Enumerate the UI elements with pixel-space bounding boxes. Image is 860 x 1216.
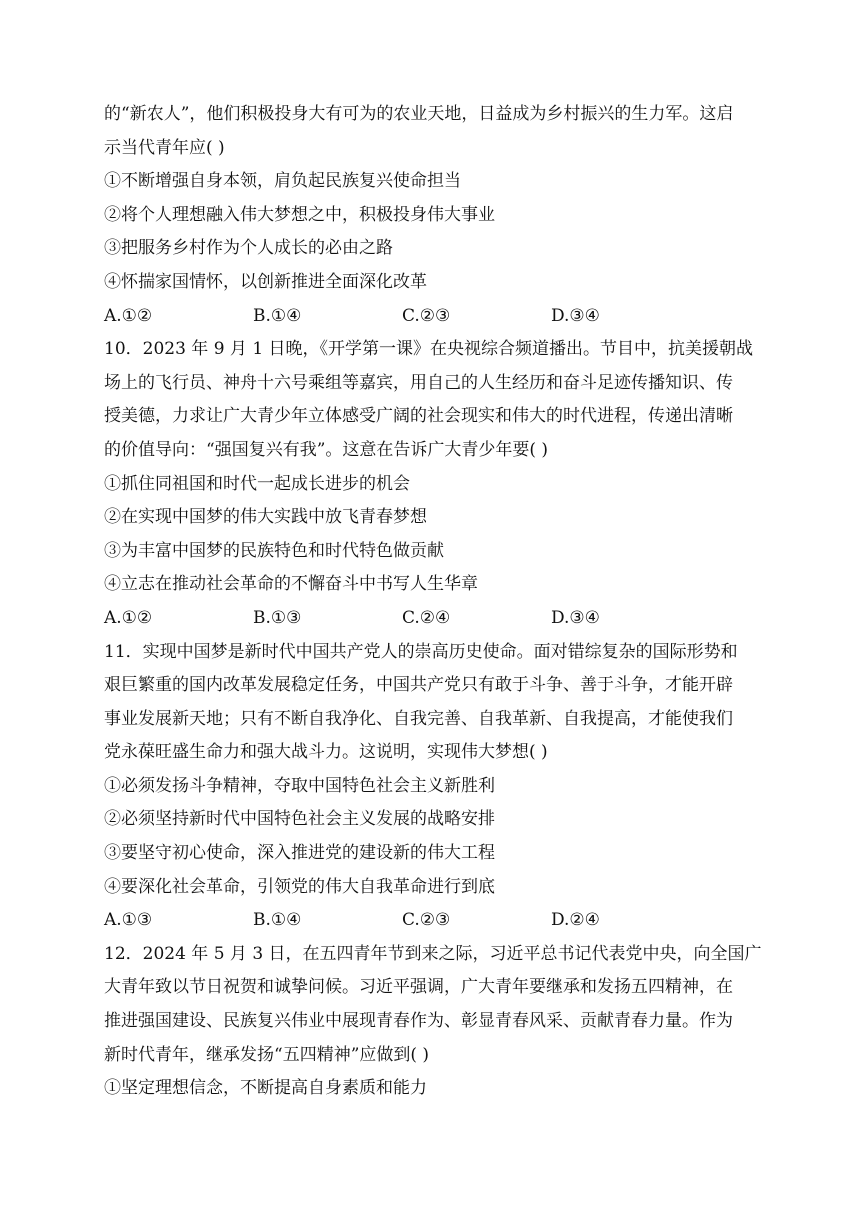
text-line: 的“新农人”，他们积极投身大有可为的农业天地，日益成为乡村振兴的生力军。这启 [104, 104, 734, 124]
option-c: C.②③ [402, 910, 451, 931]
question-stem-line: 场上的飞行员、神舟十六号乘组等嘉宾，用自己的人生经历和奋斗足迹传播知识、传 [104, 372, 733, 393]
option-b: B.①④ [253, 305, 302, 326]
question-stem-line: 大青年致以节日祝贺和诚挚问候。习近平强调，广大青年要继承和发扬五四精神，在 [104, 977, 733, 998]
statement-3: ③为丰富中国梦的民族特色和时代特色做贡献 [104, 540, 444, 561]
question-stem-line: 事业发展新天地；只有不断自我净化、自我完善、自我革新、自我提高，才能使我们 [104, 708, 733, 729]
option-a: A.①② [104, 607, 153, 628]
question-stem-line: 艰巨繁重的国内改革发展稳定任务，中国共产党只有敢于斗争、善于斗争，才能开辟 [104, 675, 733, 696]
option-a: A.①② [104, 305, 153, 326]
question-stem-line: 12．2024 年 5 月 3 日，在五四青年节到来之际，习近平总书记代表党中央，向全国广 [104, 943, 762, 964]
question-12 [104, 938, 764, 1106]
question-stem-line: 党永葆旺盛生命力和强大战斗力。这说明，实现伟大梦想( ) [104, 742, 548, 763]
statement-2: ②必须坚持新时代中国特色社会主义发展的战略安排 [104, 809, 495, 830]
statement-1: ①抓住同祖国和时代一起成长进步的机会 [104, 473, 410, 494]
question-stem-line: 11．实现中国梦是新时代中国共产党人的崇高历史使命。面对错综复杂的国际形势和 [104, 641, 738, 662]
option-d: D.③④ [551, 607, 600, 628]
option-d: D.③④ [551, 305, 600, 326]
exam-page [104, 98, 764, 1106]
question-10 [104, 333, 764, 635]
question-stem-line: 新时代青年，继承发扬“五四精神”应做到( ) [104, 1044, 430, 1065]
answer-options [104, 602, 764, 636]
question-11 [104, 636, 764, 938]
answer-options [104, 300, 764, 334]
question-stem-line: 10．2023 年 9 月 1 日晚，《开学第一课》在央视综合频道播出。节目中，抗美援朝战 [104, 339, 754, 360]
statement-3: ③要坚守初心使命，深入推进党的建设新的伟大工程 [104, 843, 495, 864]
option-b: B.①③ [253, 607, 302, 628]
text-line: 示当代青年应( ) [104, 137, 225, 158]
question-stem-line: 授美德，力求让广大青少年立体感受广阔的社会现实和伟大的时代进程，传递出清晰 [104, 406, 733, 427]
question-stem-line: 的价值导向：“强国复兴有我”。这意在告诉广大青少年要( ) [104, 439, 549, 460]
option-d: D.②④ [551, 910, 600, 931]
answer-options [104, 904, 764, 938]
statement-1: ①不断增强自身本领，肩负起民族复兴使命担当 [104, 171, 461, 192]
statement-2: ②将个人理想融入伟大梦想之中，积极投身伟大事业 [104, 204, 495, 225]
statement-4: ④怀揣家国情怀，以创新推进全面深化改革 [104, 271, 427, 292]
statement-3: ③把服务乡村作为个人成长的必由之路 [104, 238, 393, 259]
option-b: B.①④ [253, 910, 302, 931]
statement-2: ②在实现中国梦的伟大实践中放飞青春梦想 [104, 507, 427, 528]
statement-4: ④立志在推动社会革命的不懈奋斗中书写人生华章 [104, 574, 478, 595]
statement-1: ①坚定理想信念，不断提高自身素质和能力 [104, 1078, 427, 1099]
question-stem-line: 推进强国建设、民族复兴伟业中展现青春作为、彰显青春风采、贡献青春力量。作为 [104, 1011, 733, 1032]
option-c: C.②③ [402, 305, 451, 326]
option-a: A.①③ [104, 910, 153, 931]
question-9-continuation [104, 98, 764, 333]
option-c: C.②④ [402, 607, 451, 628]
statement-1: ①必须发扬斗争精神，夺取中国特色社会主义新胜利 [104, 775, 495, 796]
statement-4: ④要深化社会革命，引领党的伟大自我革命进行到底 [104, 876, 495, 897]
